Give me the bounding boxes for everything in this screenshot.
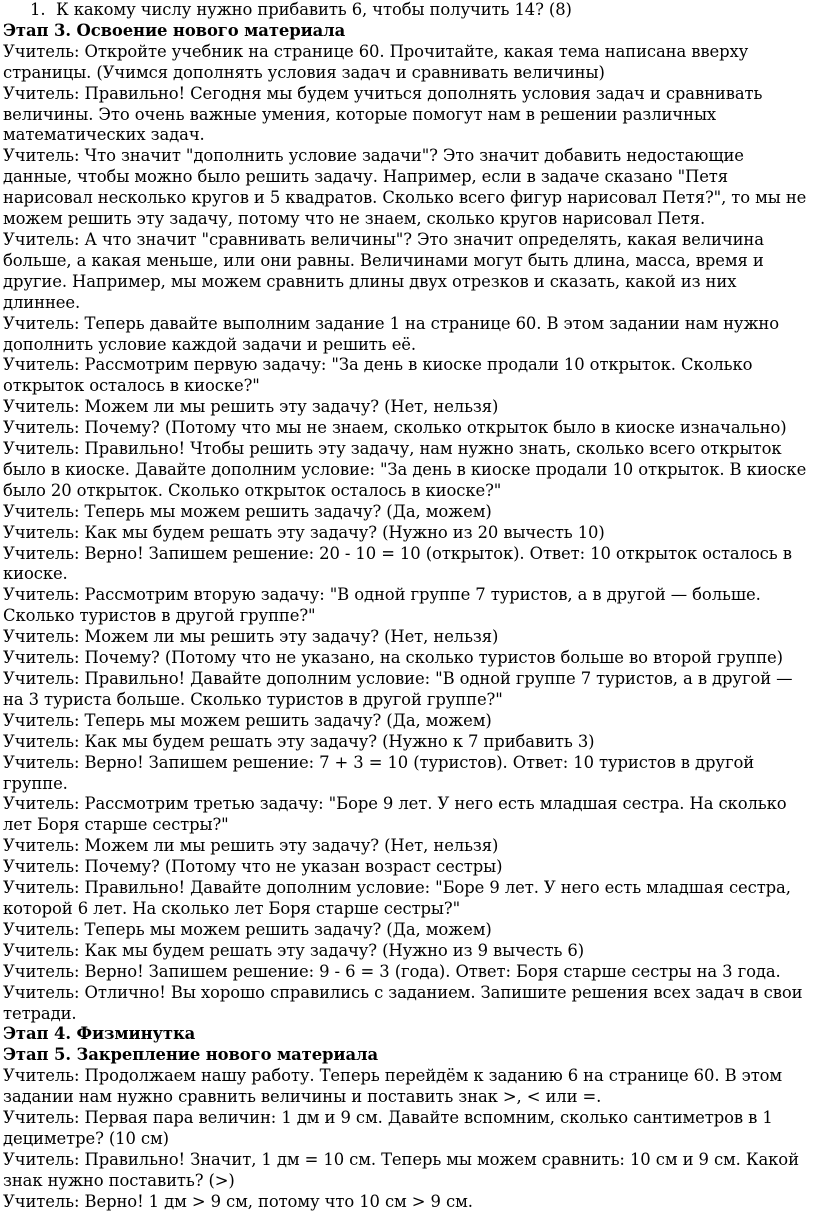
list-item-text: К какому числу нужно прибавить 6, чтобы получить 14? (8) [56, 0, 572, 19]
paragraph: Учитель: Правильно! Давайте дополним условие: "Боре 9 лет. У него есть младшая сестра, которой 6 лет. На сколько лет Боря старше сестры?" [3, 878, 791, 918]
paragraph: Учитель: Можем ли мы решить эту задачу? (Нет, нельзя) [3, 627, 499, 647]
paragraph: Учитель: Рассмотрим первую задачу: "За день в киоске продали 10 открыток. Сколько открыток осталось в киоске?" [3, 355, 753, 396]
section-heading: Этап 5. Закрепление нового материала [3, 1045, 378, 1065]
paragraph: Учитель: Почему? (Потому что мы не знаем, сколько открыток было в киоске изначально) [3, 418, 787, 438]
paragraph: Учитель: Теперь мы можем решить задачу? (Да, можем) [3, 919, 492, 939]
list-item [3, 0, 811, 21]
paragraph: Учитель: Как мы будем решать эту задачу? (Нужно к 7 прибавить 3) [3, 731, 595, 751]
paragraph: Учитель: Правильно! Чтобы решить эту задачу, нам нужно знать, сколько всего открыток было в киоске. Давайте дополним условие: "За день в киоске продали 10 открыток. В киоске было 20 открыток. Сколько открыток осталось в киоске?" [3, 439, 807, 500]
paragraph: Учитель: Верно! Запишем решение: 9 - 6 = 3 (года). Ответ: Боря старше сестры на 3 года. [3, 961, 781, 981]
section-heading: Этап 4. Физминутка [3, 1024, 196, 1044]
paragraph: Учитель: Правильно! Давайте дополним условие: "В одной группе 7 туристов, а в другой — на 3 туриста больше. Сколько туристов в другой группе?" [3, 669, 793, 709]
paragraph: Учитель: Почему? (Потому что не указан возраст сестры) [3, 857, 503, 877]
paragraph: Учитель: Как мы будем решать эту задачу? (Нужно из 9 вычесть 6) [3, 940, 585, 960]
paragraph: Учитель: Верно! 1 дм > 9 см, потому что 10 см > 9 см. [3, 1191, 473, 1211]
paragraph: Учитель: Правильно! Сегодня мы будем учиться дополнять условия задач и сравнивать величины. Это очень важные умения, которые помогут нам в решении различных математических задач. [3, 83, 763, 145]
paragraph: Учитель: Теперь давайте выполним задание 1 на странице 60. В этом задании нам нужно дополнить условие каждой задачи и решить её. [3, 313, 780, 354]
paragraph: Учитель: А что значит "сравнивать величины"? Это значит определять, какая величина больше, а какая меньше, или они равны. Величинами могут быть длина, масса, время и другие. Например, мы можем сравнить длины двух отрезков и сказать, какой из них длиннее. [3, 229, 764, 312]
section-heading: Этап 3. Освоение нового материала [3, 20, 346, 40]
paragraph: Учитель: Теперь мы можем решить задачу? (Да, можем) [3, 710, 492, 730]
paragraph: Учитель: Рассмотрим вторую задачу: "В одной группе 7 туристов, а в другой — больше. Сколько туристов в другой группе?" [3, 585, 761, 626]
paragraph: Учитель: Почему? (Потому что не указано, на сколько туристов больше во второй группе) [3, 648, 783, 668]
paragraph: Учитель: Что значит "дополнить условие задачи"? Это значит добавить недостающие данные, чтобы можно было решить задачу. Например, если в задаче сказано "Петя нарисовал несколько кругов и 5 квадратов. Сколько всего фигур нарисовал Петя?", то мы не можем решить эту задачу, потому что не знаем, сколько кругов нарисовал Петя. [3, 146, 807, 229]
paragraph: Учитель: Отлично! Вы хорошо справились с заданием. Запишите решения всех задач в свои тетради. [3, 982, 803, 1023]
paragraph: Учитель: Правильно! Значит, 1 дм = 10 см. Теперь мы можем сравнить: 10 см и 9 см. Какой знак нужно поставить? (>) [3, 1149, 799, 1190]
paragraph: Учитель: Верно! Запишем решение: 7 + 3 = 10 (туристов). Ответ: 10 туристов в другой группе. [3, 752, 755, 793]
paragraph: Учитель: Можем ли мы решить эту задачу? (Нет, нельзя) [3, 397, 499, 417]
paragraph: Учитель: Как мы будем решать эту задачу? (Нужно из 20 вычесть 10) [3, 522, 605, 542]
paragraph: Учитель: Откройте учебник на странице 60. Прочитайте, какая тема написана вверху страницы. (Учимся дополнять условия задач и сравнивать величины) [3, 41, 749, 82]
paragraph: Учитель: Верно! Запишем решение: 20 - 10 = 10 (открыток). Ответ: 10 открыток осталось в киоске. [3, 543, 792, 584]
list-item-number: 1. [30, 0, 46, 19]
paragraph: Учитель: Рассмотрим третью задачу: "Боре 9 лет. У него есть младшая сестра. На сколько лет Боря старше сестры?" [3, 794, 787, 835]
paragraph: Учитель: Первая пара величин: 1 дм и 9 см. Давайте вспомним, сколько сантиметров в 1 дециметре? (10 см) [3, 1108, 773, 1148]
paragraph: Учитель: Продолжаем нашу работу. Теперь перейдём к заданию 6 на странице 60. В этом задании нам нужно сравнить величины и поставить знак >, < или =. [3, 1066, 783, 1107]
paragraph: Учитель: Можем ли мы решить эту задачу? (Нет, нельзя) [3, 836, 499, 856]
document-body [3, 21, 811, 1213]
paragraph: Учитель: Теперь мы можем решить задачу? (Да, можем) [3, 501, 492, 521]
